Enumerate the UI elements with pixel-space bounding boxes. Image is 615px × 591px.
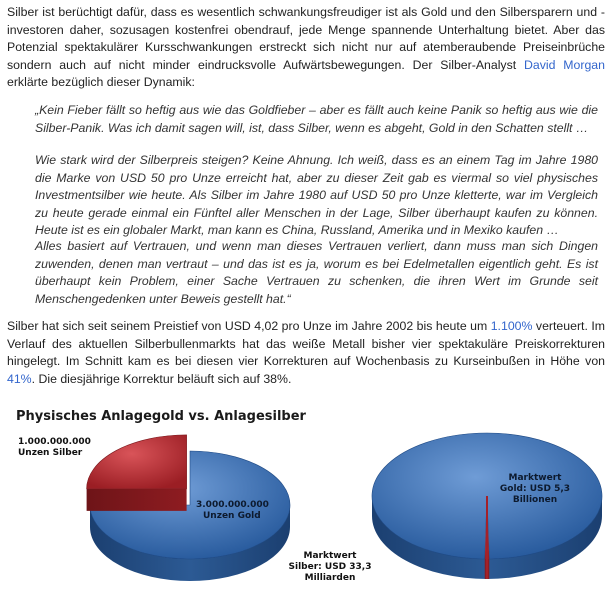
- gold-value-label-line3: Billionen: [512, 495, 558, 505]
- outro-text-3: . Die diesjährige Korrektur beläuft sich auf 38%.: [31, 371, 292, 386]
- intro-text-1: Silber ist berüchtigt dafür, dass es wesentlich schwankungsfreudiger ist als Gold und den Silbersparern und -investoren daher, sozusagen kostenfrei obendrauf, jede Menge spannende Unterhaltung bietet. Aber das Potenzial spektakulärer Kursschwankungen erstreckt sich nicht nur auf atemberaubende Preiseinbrüche sondern auch auf nicht minder eindrucksvolle Aufwärtsbewegungen. Der Silber-Analyst: [7, 5, 605, 72]
- pie-chart-market-value: [372, 433, 602, 579]
- silver-value-label-line2: Silber: USD 33,3: [288, 562, 372, 572]
- intro-text-2: erklärte bezüglich dieser Dynamik:: [7, 75, 195, 90]
- outro-text-2: verteuert. Im Verlauf des aktuellen Silberbullenmarkts hat das weiße Metall bisher vier spektakuläre Preiskorrekturen hingelegt. Im Schnitt kam es bei diesen vier Korrekturen auf Wochenbasis zu Kurseinbußen in Höhe von: [7, 319, 606, 369]
- quote-paragraph-2: Wie stark wird der Silberpreis steigen? Keine Ahnung. Ich weiß, dass es an einem Tag im Jahre 1980 die Marke von USD 50 pro Unze erreicht hat, aber zu dieser Zeit gab es viermal so viel physisches Investmentsilber wie heute. Als Silber im Jahre 1980 auf USD 50 pro Unze kletterte, war im Vergleich zu heute gerade einmal ein Fünftel aller Menschen in der Lage, Silber überhaupt kaufen zu können. Heute ist es ein globaler Markt, man kann es China, Russland, Amerika und in Mexiko kaufen …: [35, 153, 598, 238]
- silver-value-label-line1: Marktwert: [303, 551, 357, 561]
- gold-ounces-value-label: 3.000.000.000: [196, 500, 269, 510]
- silver-ounces-value-label: 1.000.000.000: [18, 437, 91, 447]
- gold-value-label-line2: Gold: USD 5,3: [499, 484, 571, 494]
- chart-title: Physisches Anlagegold vs. Anlagesilber: [16, 409, 306, 424]
- gold-ounces-unit-label: Unzen Gold: [203, 511, 261, 521]
- intro-paragraph: [7, 4, 605, 92]
- silver-value-label-line3: Milliarden: [304, 573, 356, 583]
- outro-text-1: Silber hat sich seit seinem Preistief von USD 4,02 pro Unze im Jahre 2002 bis heute um: [7, 319, 491, 333]
- percent-41-link[interactable]: 41%: [7, 371, 32, 386]
- david-morgan-link[interactable]: David Morgan: [524, 57, 605, 72]
- silver-slice: [87, 435, 187, 489]
- percent-1100-link[interactable]: 1.100%: [490, 319, 533, 333]
- silver-slice-side: [87, 489, 187, 511]
- silver-ounces-unit-label: Unzen Silber: [18, 448, 83, 458]
- quote-paragraph-1: „Kein Fieber fällt so heftig aus wie das Goldfieber – aber es fällt auch keine Panik so heftig aus wie die Silber-Panik. Was ich damit sagen will, ist, dass Silber, wenn es abgeht, Gold in den Schatten stellt …: [35, 103, 598, 135]
- quote-paragraph-3: Alles basiert auf Vertrauen, und wenn man dieses Vertrauen verliert, dann muss man sich Dingen zuwenden, denen man vertraut – und das ist es ja, worum es bei Edelmetallen eigentlich geht. Es ist überhaupt kein Problem, einer Sache Vertrauen zu schenken, die ihren Wert im Grunde seit Menschengedenken unter Beweis gestellt hat.“: [35, 239, 598, 306]
- outro-paragraph: [7, 318, 605, 388]
- gold-value-label-line1: Marktwert: [508, 473, 562, 483]
